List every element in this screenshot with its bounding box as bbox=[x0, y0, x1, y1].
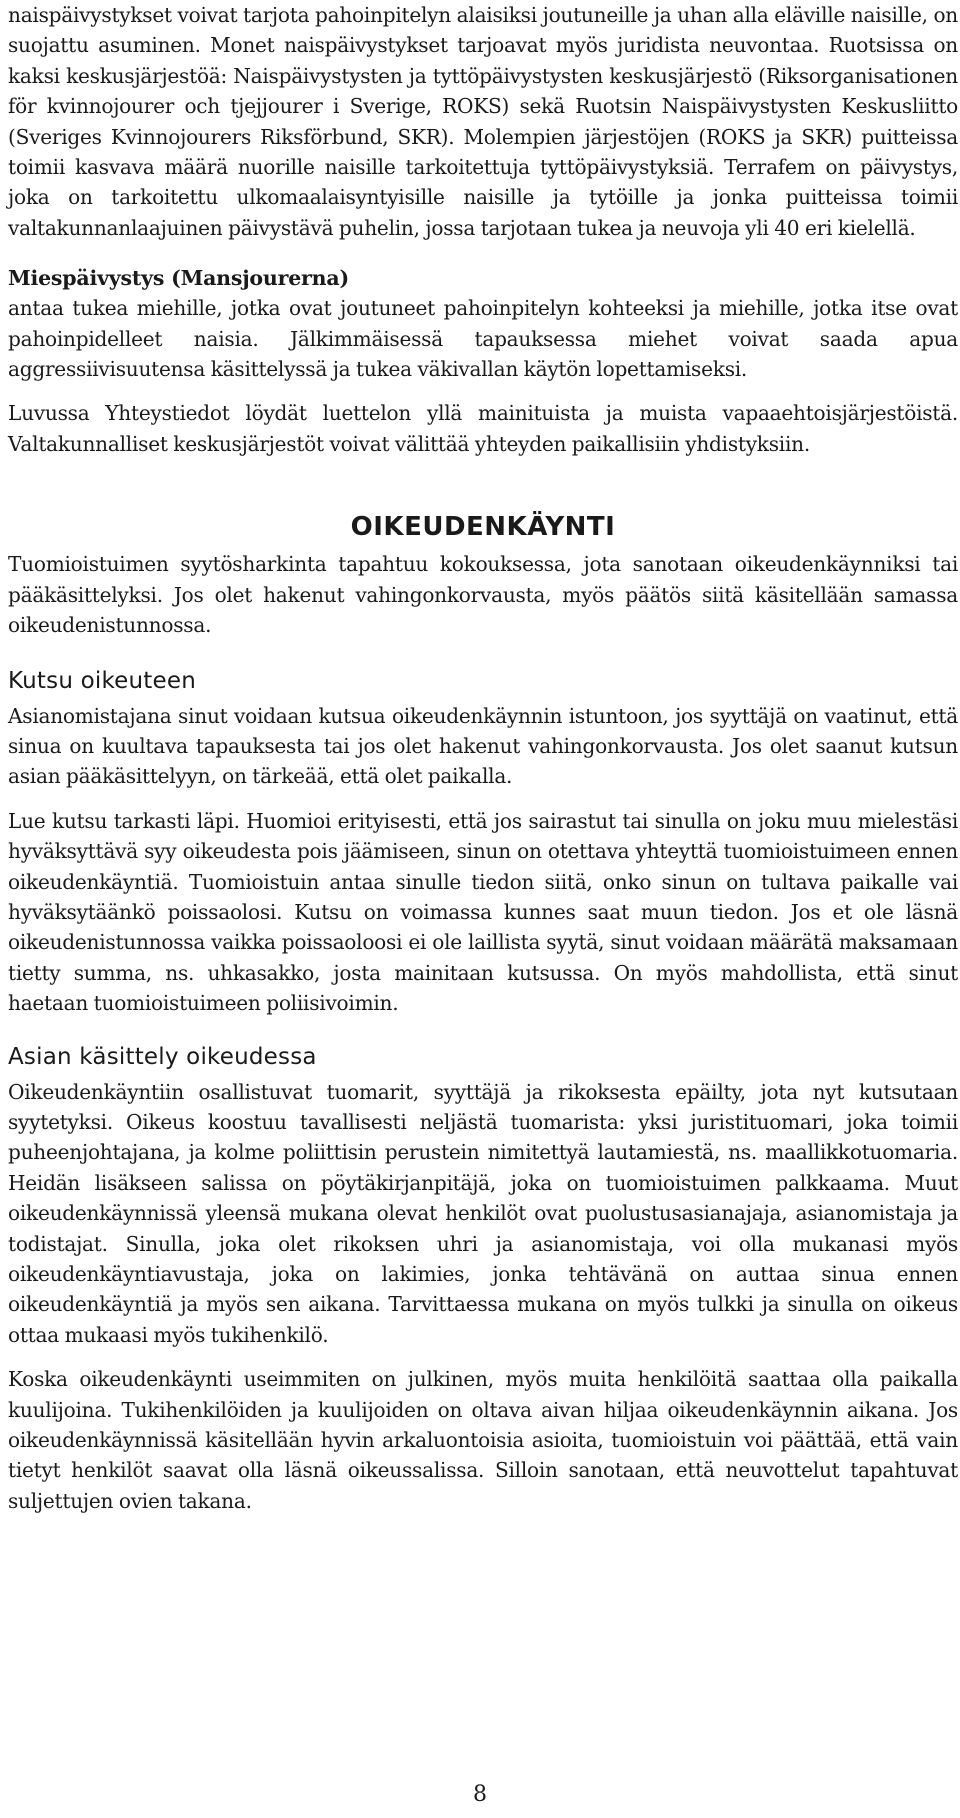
mens-service-paragraph: antaa tukea miehille, jotka ovat joutuneet pahoinpitelyn kohteeksi ja miehille, jotka itse ovat pahoinpidelleet naisia. Jälkimmäisessä tapauksessa miehet voivat saada apua aggressiivisuutensa käsittelyssä ja tukea väkivallan käytön lopettamiseksi. bbox=[8, 296, 958, 382]
page-number: 8 bbox=[473, 1782, 487, 1807]
hearing-heading: Asian käsittely oikeudessa bbox=[8, 1043, 317, 1070]
hearing-paragraph-1: Oikeudenkäyntiin osallistuvat tuomarit, syyttäjä ja rikoksesta epäilty, jota nyt kutsutaan syytetyksi. Oikeus koostuu tavallisesti neljästä tuomarista: yksi juristituomari, joka toimii puheenjohtajana, ja kolme poliittisin perustein nimitettyä lautamiestä, ns. maallikkotuomaria. Heidän lisäkseen salissa on pöytäkirjanpitäjä, joka on tuomioistuimen palkkaama. Muut oikeudenkäynnissä yleensä mukana olevat henkilöt ovat puolustusasianajaja, asianomistaja ja todistajat. Sinulla, joka olet rikoksen uhri ja asianomistaja, voi olla mukanasi myös oikeudenkäyntiavustaja, joka on lakimies, jonka tehtävänä on auttaa sinua ennen oikeudenkäyntiä ja myös sen aikana. Tarvittaessa mukana on myös tulkki ja sinulla on oikeus ottaa mukaasi myös tukihenkilö. bbox=[8, 1079, 958, 1347]
mens-service-heading: Miespäivystys (Mansjourerna) bbox=[8, 266, 349, 291]
hearing-paragraph-2: Koska oikeudenkäynti useimmiten on julkinen, myös muita henkilöitä saattaa olla paikalla kuulijoina. Tukihenkilöiden ja kuulijoiden on oltava aivan hiljaa oikeudenkäynnin aikana. Jos oikeudenkäynnissä käsitellään hyvin arkaluontoisia asioita, tuomioistuin voi päättää, että vain tietyt henkilöt saavat olla läsnä oikeussalissa. Silloin sanotaan, että neuvottelut tapahtuvat suljettujen ovien takana. bbox=[8, 1367, 958, 1513]
trial-section-title: OIKEUDENKÄYNTI bbox=[350, 512, 616, 543]
summons-paragraph-2: Lue kutsu tarkasti läpi. Huomioi erityisesti, että jos sairastut tai sinulla on joku muu mielestäsi hyväksyttävä syy oikeudesta pois jäämiseen, sinun on otettava yhteyttä tuomioistuimeen ennen oikeudenkäyntiä. Tuomioistuin antaa sinulle tiedon siitä, onko sinun on tultava paikalle vai hyväksytäänkö poissaolosi. Kutsu on voimassa kunnes saat muun tiedon. Jos et ole läsnä oikeudenistunnossa vaikka poissaoloosi ei ole laillista syytä, sinut voidaan määrätä maksamaan tietty summa, ns. uhkasakko, josta mainitaan kutsussa. On myös mahdollista, että sinut haetaan tuomioistuimeen poliisivoimin. bbox=[8, 808, 958, 1016]
intro-paragraph: naispäivystykset voivat tarjota pahoinpitelyn alaisiksi joutuneille ja uhan alla eläville naisille, on suojattu asuminen. Monet naispäivystykset tarjoavat myös juridista neuvontaa. Ruotsissa on kaksi keskusjärjestöä: Naispäivystysten ja tyttöpäivystysten keskusjärjestö (Riksorganisationen för kvinnojourer och tjejjourer i Sverige, ROKS) sekä Ruotsin Naispäivystysten Keskusliitto (Sveriges Kvinnojourers Riksförbund, SKR). Molempien järjestöjen (ROKS ja SKR) puitteissa toimii kasvava määrä nuorille naisille tarkoitettuja tyttöpäivystyksiä. Terrafem on päivystys, joka on tarkoitettu ulkomaalaisyntyisille naisille ja tytöille ja jonka puitteissa toimii valtakunnanlaajuinen päivystävä puhelin, jossa tarjotaan tukea ja neuvoja yli 40 eri kielellä. bbox=[8, 3, 958, 240]
summons-heading: Kutsu oikeuteen bbox=[8, 667, 196, 694]
contacts-note-paragraph: Luvussa Yhteystiedot löydät luettelon yllä mainituista ja muista vapaaehtoisjärjestöistä. Valtakunnalliset keskusjärjestöt voivat välittää yhteyden paikallisiin yhdistyksiin. bbox=[8, 401, 958, 456]
document-page bbox=[8, 0, 958, 1516]
summons-paragraph-1: Asianomistajana sinut voidaan kutsua oikeudenkäynnin istuntoon, jos syyttäjä on vaatinut, että sinua on kuultava tapauksesta tai jos olet hakenut vahingonkorvausta. Jos olet saanut kutsun asian pääkäsittelyyn, on tärkeää, että olet paikalla. bbox=[8, 703, 958, 789]
trial-paragraph: Tuomioistuimen syytösharkinta tapahtuu kokouksessa, jota sanotaan oikeudenkäynniksi tai pääkäsittelyksi. Jos olet hakenut vahingonkorvausta, myös päätös siitä käsitellään samassa oikeudenistunnossa. bbox=[8, 552, 958, 638]
